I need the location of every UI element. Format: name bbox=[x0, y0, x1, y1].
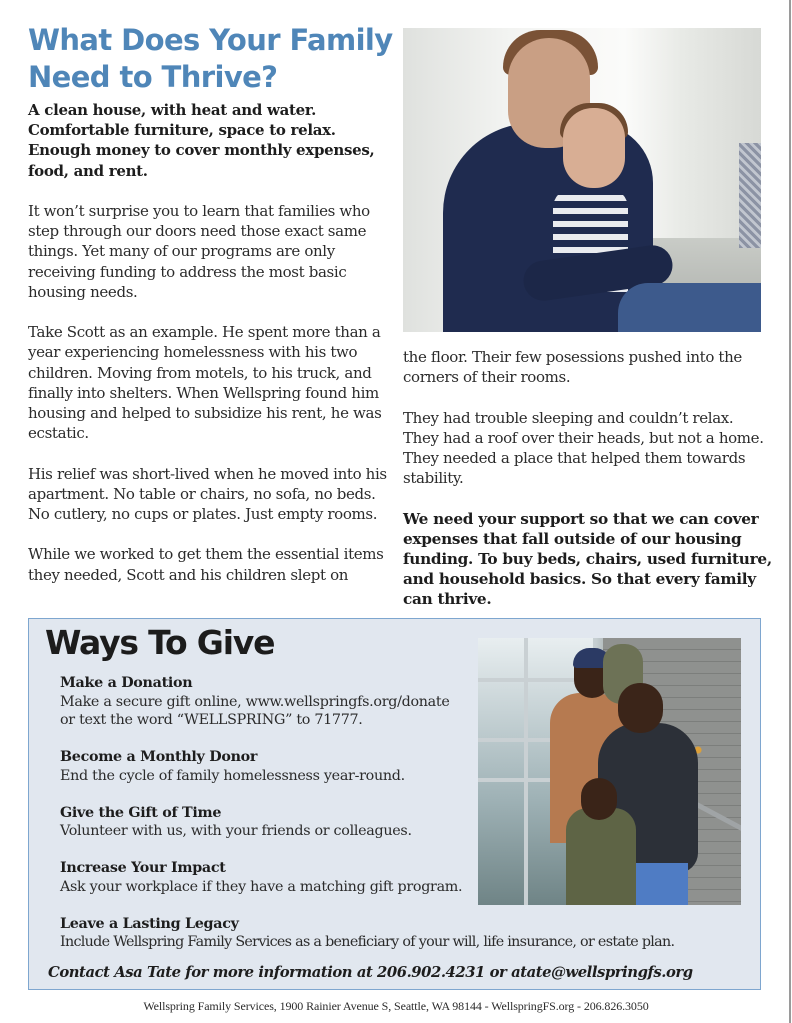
give-item-description: Ask your workplace if they have a matching gift program. bbox=[60, 878, 463, 895]
give-item-description: Volunteer with us, with your friends or colleagues. bbox=[60, 823, 412, 839]
give-item-heading: Make a Donation bbox=[60, 675, 193, 691]
give-item-heading: Leave a Lasting Legacy bbox=[60, 915, 239, 932]
headline-line-2: Need to Thrive? bbox=[28, 60, 278, 94]
article-paragraph: They had trouble sleeping and couldn’t relax. They had a roof over their heads, but not a home. They needed a place that helped them towards stability. bbox=[403, 408, 764, 488]
give-item-heading: Give the Gift of Time bbox=[60, 804, 222, 821]
ways-to-give-title: Ways To Give bbox=[45, 623, 275, 662]
give-item-monthly-donor bbox=[60, 748, 480, 785]
contact-line[interactable]: Contact Asa Tate for more information at 206.902.4231 or atate@wellspringfs.org bbox=[48, 964, 693, 981]
donate-link-line[interactable]: Make a secure gift online, www.wellspringfs.org/donate bbox=[60, 693, 450, 710]
photo-jeans bbox=[618, 283, 761, 332]
give-item-matching-gift bbox=[60, 859, 480, 896]
photo-child-face bbox=[581, 778, 617, 820]
page-edge-divider bbox=[789, 0, 791, 1023]
article-paragraph: It won’t surprise you to learn that families who step through our doors need those exact same things. Yet many of our programs are only receiving funding to address the most basic housing needs. bbox=[28, 202, 370, 301]
photo-mother-face bbox=[618, 683, 663, 733]
give-item-heading: Become a Monthly Donor bbox=[60, 749, 258, 765]
photo-mother-jeans bbox=[633, 863, 688, 905]
give-item-volunteer bbox=[60, 804, 480, 841]
photo-child-jacket bbox=[566, 808, 636, 905]
give-item-donation bbox=[60, 674, 480, 730]
closing-appeal-bold: We need your support so that we can cover expenses that fall outside of our housing funding. To buy beds, chairs, used furniture, and household basics. So that every family can thrive. bbox=[403, 509, 772, 609]
intro-bold-paragraph: A clean house, with heat and water. Comfortable furniture, space to relax. Enough money to cover monthly expenses, food, and rent. bbox=[28, 101, 375, 180]
page-headline bbox=[28, 22, 398, 96]
photo-tile-wall bbox=[739, 143, 761, 248]
photo-son-face bbox=[563, 108, 625, 188]
family-photo bbox=[478, 638, 741, 905]
right-article-column bbox=[403, 347, 773, 630]
headline-line-1: What Does Your Family bbox=[28, 23, 393, 57]
article-paragraph: While we worked to get them the essential items they needed, Scott and his children slept on bbox=[28, 545, 384, 584]
give-item-description: Include Wellspring Family Services as a beneficiary of your will, life insurance, or estate plan. bbox=[60, 934, 675, 950]
ways-to-give-box bbox=[28, 618, 761, 990]
text-to-give-line: or text the word “WELLSPRING” to 71777. bbox=[60, 712, 363, 728]
give-item-description: End the cycle of family homelessness year-round. bbox=[60, 767, 405, 784]
give-item-heading: Increase Your Impact bbox=[60, 860, 226, 876]
article-paragraph: Take Scott as an example. He spent more than a year experiencing homelessness with his two children. Moving from motels, to his truck, and finally into shelters. When Wellspring found him housing and helped to subsidize his rent, he was ecstatic. bbox=[28, 323, 382, 443]
article-paragraph: the floor. Their few posessions pushed into the corners of their rooms. bbox=[403, 348, 742, 387]
article-paragraph: His relief was short-lived when he moved into his apartment. No table or chairs, no sofa, no beds. No cutlery, no cups or plates. Just empty rooms. bbox=[28, 464, 387, 524]
footer-address: Wellspring Family Services, 1900 Rainier Avenue S, Seattle, WA 98144 - WellspringFS.org - 206.826.3050 bbox=[143, 999, 649, 1013]
give-item-legacy bbox=[60, 915, 750, 952]
father-son-photo bbox=[403, 28, 761, 332]
left-article-column bbox=[28, 100, 398, 605]
